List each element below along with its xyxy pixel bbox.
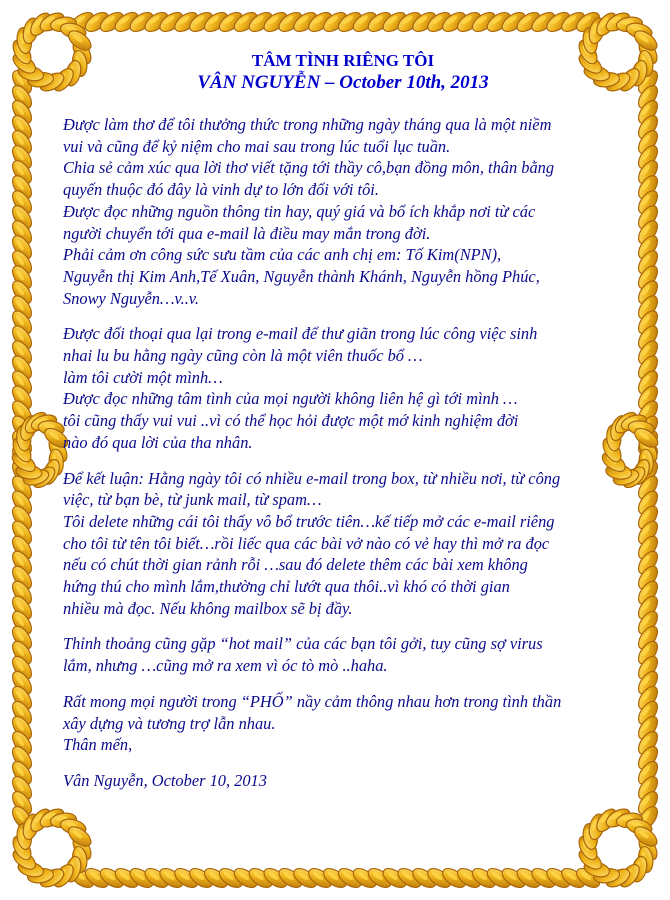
text-line: việc, từ bạn bè, từ junk mail, từ spam… bbox=[63, 490, 322, 510]
text-line: xây dựng và tương trợ lẫn nhau. bbox=[63, 713, 276, 733]
text-line: lắm, nhưng …cũng mở ra xem vì óc tò mò ..haha. bbox=[63, 656, 388, 676]
text-line: tôi cũng thấy vui vui ..vì có thể học hỏi được một mớ kinh nghiệm đời bbox=[63, 411, 519, 431]
text-line: Để kết luận: Hằng ngày tôi có nhiều e-mail trong box, từ nhiều nơi, từ công bbox=[63, 468, 561, 488]
text-line: người chuyển tới qua e-mail là điều may mắn trong đời. bbox=[63, 223, 431, 243]
letter-content bbox=[63, 50, 623, 792]
paragraph bbox=[63, 323, 623, 453]
text-line: hứng thú cho mình lắm,thường chỉ lướt qua thôi..vì khó có thời gian bbox=[63, 577, 510, 597]
text-line: Được đọc những tâm tình của mọi người không liên hệ gì tới mình … bbox=[63, 389, 518, 409]
text-line: Thân mến, bbox=[63, 735, 133, 755]
text-line: Rất mong mọi người trong “PHỐ” nầy cảm thông nhau hơn trong tình thần bbox=[63, 691, 562, 711]
title-line-1: TÂM TÌNH RIÊNG TÔI bbox=[251, 51, 435, 70]
title-line-2: VÂN NGUYỄN – October 10th, 2013 bbox=[197, 72, 489, 93]
paragraph bbox=[63, 468, 623, 620]
text-line: nhai lu bu hằng ngày cũng còn là một viên thuốc bổ … bbox=[63, 346, 423, 366]
text-line: làm tôi cười một mình… bbox=[63, 367, 223, 387]
text-line: Phải cảm ơn công sức sưu tầm của các anh chị em: Tố Kim(NPN), bbox=[63, 245, 502, 265]
text-line: cho tôi từ tên tôi biết…rồi liếc qua các bài vở nào có vẻ hay thì mở ra đọc bbox=[63, 533, 550, 553]
text-line: Tôi delete những cái tôi thấy vô bổ trước tiên…kế tiếp mở các e-mail riêng bbox=[63, 511, 555, 531]
text-line: nhiều mà đọc. Nếu không mailbox sẽ bị đầy. bbox=[63, 598, 353, 618]
text-line: Nguyễn thị Kim Anh,Tế Xuân, Nguyễn thành Khánh, Nguyễn hồng Phúc, bbox=[63, 266, 540, 286]
text-line: Được làm thơ để tôi thưởng thức trong những ngày tháng qua là một niềm bbox=[63, 115, 552, 134]
text-line: vui và cũng để kỷ niệm cho mai sau trong lúc tuổi lục tuần. bbox=[63, 136, 451, 156]
text-line: nếu có chút thời gian rảnh rỗi …sau đó delete thêm các bài xem không bbox=[63, 555, 528, 575]
letter-title bbox=[63, 50, 623, 94]
text-line: Chia sẻ cảm xúc qua lời thơ viết tặng tới thầy cô,bạn đồng môn, thân bằng bbox=[63, 158, 555, 178]
paragraph bbox=[63, 633, 623, 676]
text-line: Được đối thoại qua lại trong e-mail để thư giãn trong lúc công việc sinh bbox=[63, 324, 538, 344]
text-line: nào đó qua lời của tha nhân. bbox=[63, 432, 253, 452]
paragraph bbox=[63, 114, 623, 309]
text-line: Vân Nguyễn, October 10, 2013 bbox=[63, 770, 267, 790]
paragraph bbox=[63, 770, 623, 792]
text-line: Snowy Nguyễn…v..v. bbox=[63, 288, 199, 308]
text-line: Thỉnh thoảng cũng gặp “hot mail” của các bạn tôi gởi, tuy cũng sợ virus bbox=[63, 634, 543, 654]
text-line: Được đọc những nguồn thông tin hay, quý giá và bổ ích khắp nơi từ các bbox=[63, 201, 536, 221]
paragraph bbox=[63, 691, 623, 756]
text-line: quyến thuộc đó đây là vinh dự to lớn đối với tôi. bbox=[63, 180, 379, 200]
letter-body bbox=[63, 114, 623, 792]
